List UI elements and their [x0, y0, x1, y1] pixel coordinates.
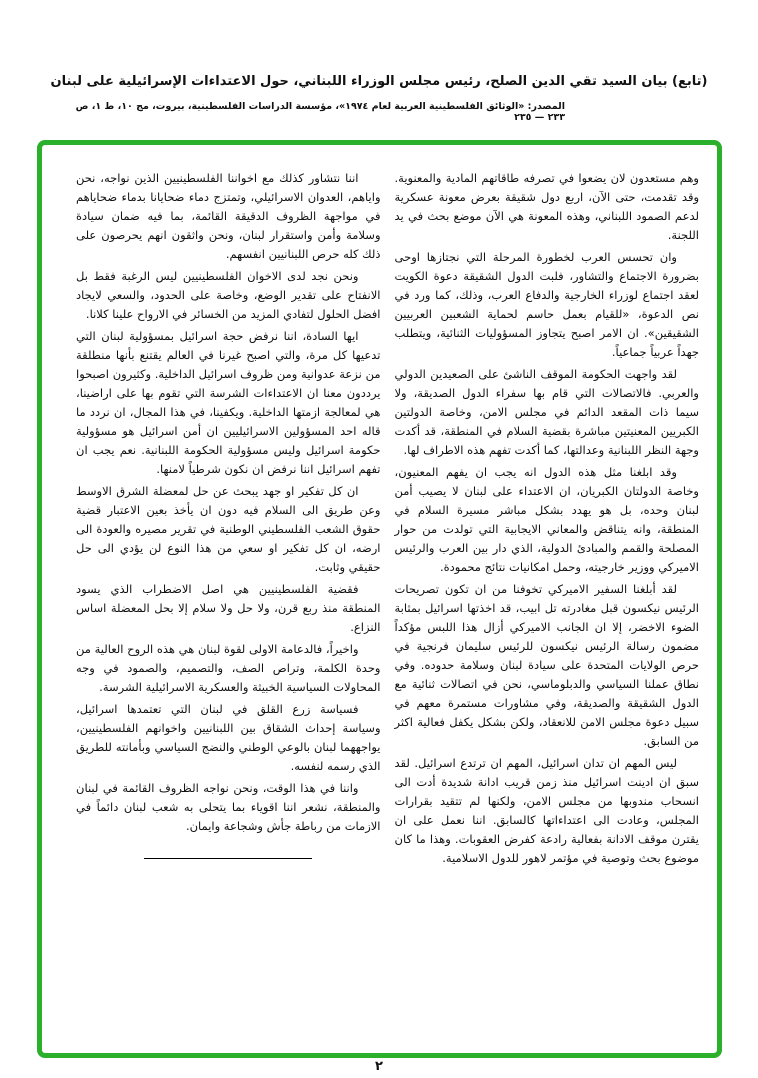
- paragraph: لقد أبلغنا السفير الاميركي تخوفنا من ان تكون تصريحات الرئيس نيكسون قبل مغادرته تل ابيب، قد اخذتها اسرائيل بمثابة الضوء الاخضر، إلا ان الجانب الاميركي أزال هذا اللبس مؤكداً مضمون رسالة الرئيس نيكسون للرئيس سليمان فرنجية في حرص الولايات المتحدة على سيادة لبنان وسلامة حدوده. وفي نطاق عملنا السياسي والدبلوماسي، نحن في اتصالات ثنائية مع الدول الشقيقة والصديقة، وفي مشاورات مستمرة معهم في سبيل دعوة مجلس الامن للانعقاد، ولكن بشكل يكفل فعالية اكثر من السابق.: [394, 582, 699, 748]
- paragraph: ونحن نجد لدى الاخوان الفلسطينيين ليس الرغبة فقط بل الانفتاح على تقدير الوضع، وخاصة على الحدود، والسعي لايجاد افضل الحلول لتفادي المزيد من الخسائر في الارواح علينا كلانا.: [76, 269, 381, 321]
- paragraph: وان تحسس العرب لخطورة المرحلة التي نجتازها اوحى بضرورة الاجتماع والتشاور، فلبت الدول الشقيقة دعوة الكويت لعقد اجتماع لوزراء الخارجية والدفاع العرب، وذلك، كما ورد في نص الدعوة، «للقيام بعمل حاسم لحماية الشعبين العربيين الشقيقين». ان الامر اصبح يتجاوز المسؤوليات الثنائية، ويتطلب جهداً عربياً جماعياً.: [394, 250, 699, 359]
- paragraph: لقد واجهت الحكومة الموقف الناشئ على الصعيدين الدولي والعربي. فالاتصالات التي قام بها سفراء الدول الصديقة، ولا سيما ذات المقعد الدائم في مجلس الامن، وخاصة الدولتين الكبريين المعنيتين مباشرة بقضية السلام في المنطقة، قد أكدت وجهة النظر اللبنانية وعدالتها، كما أكدت تفهم هذه الاطراف لها.: [394, 367, 699, 457]
- paragraph: ان كل تفكير او جهد يبحث عن حل لمعضلة الشرق الاوسط وعن طريق الى السلام فيه دون ان يأخذ بعين الاعتبار قضية حقوق الشعب الفلسطيني الوطنية في تقرير مصيره والعودة الى ارضه، ان كل تفكير او سعي من هذا النوع لن يؤدي الى حل حقيقي وثابت.: [76, 484, 381, 574]
- document-header: [0, 72, 758, 123]
- paragraph: ايها السادة، اننا نرفض حجة اسرائيل بمسؤولية لبنان التي تدعيها كل مرة، والتي اصبح غيرنا في العالم يقتنع بأنها منطلقة من نزعة عدوانية ومن ظروف اسرائيل الداخلية. وكثيرون اصبحوا يرددون معنا ان الاعتداءات الشرسة التي تقوم بها على اراضينا، هي لمعالجة ازمتها الداخلية. ويكفينا، في هذا المجال، ان نردد ما قاله احد المسؤولين الاسرائيليين ان أمن اسرائيل هو مسؤولية حكومة اسرائيل وليس مسؤولية الحكومة اللبنانية. نعم يجب ان تفهم اسرائيل اننا نرفض ان نكون شرطياً لامنها.: [76, 329, 381, 476]
- paragraph: ليس المهم ان تدان اسرائيل، المهم ان ترتدع اسرائيل. لقد سبق ان ادينت اسرائيل منذ زمن قريب ادانة شديدة أدت الى انسحاب مندوبها من مجلس الامن، ولكنها لم تتقيد بقرارات المجلس، وعادت الى اعتداءاتها كالسابق. اننا نعمل على ان يقترن موقف الادانة بفعالية رادعة كفرض العقوبات. وهذا ما كان موضوع بحث وتوصية في مؤتمر لاهور للدول الاسلامية.: [394, 756, 699, 865]
- column-left: [76, 169, 381, 871]
- content-frame: [37, 140, 722, 1058]
- text-columns: [42, 145, 717, 871]
- page-number: ٢: [375, 1059, 383, 1074]
- paragraph: وهم مستعدون لان يضعوا في تصرفه طاقاتهم المادية والمعنوية. وقد تقدمت، حتى الآن، اربع دول شقيقة بعرض معونة عسكرية لدعم الصمود اللبناني، وهذه المعونة هي الآن موضع بحث في يد اللجنة.: [394, 171, 699, 242]
- column-right: [395, 169, 700, 871]
- paragraph: واخيراً، فالدعامة الاولى لقوة لبنان هي هذه الروح العالية من وحدة الكلمة، وتراص الصف، والتصميم، والصمود في وجه المحاولات السياسية الخبيثة والعسكرية الاسرائيلية الشرسة.: [76, 642, 381, 694]
- page-title: (تابع) بيان السيد تقي الدين الصلح، رئيس مجلس الوزراء اللبناني، حول الاعتداءات الإسرائيلية على لبنان: [50, 74, 708, 89]
- footnote-rule: [144, 858, 312, 859]
- source-line: المصدر: «الوثائق الفلسطينية العربية لعام ١٩٧٤»، مؤسسة الدراسات الفلسطينية، بيروت، مج ١٠، ط ١، ص ٢٣٣ — ٢٣٥: [75, 100, 565, 123]
- paragraph: واننا في هذا الوقت، ونحن نواجه الظروف القائمة في لبنان والمنطقة، نشعر اننا اقوياء بما يتحلى به شعب لبنان دائماً في الازمات من رباطة جأش وشجاعة وايمان.: [76, 781, 381, 833]
- column-left-paragraphs: [76, 169, 381, 836]
- paragraph: فقضية الفلسطينيين هي اصل الاضطراب الذي يسود المنطقة منذ ربع قرن، ولا حل ولا سلام إلا بحل المعضلة اساس النزاع.: [76, 582, 381, 634]
- paragraph: فسياسة زرع القلق في لبنان التي تعتمدها اسرائيل، وسياسة إحداث الشقاق بين اللبنانيين واخوانهم الفلسطينيين، يواجههما لبنان بالوعي الوطني والنضج السياسي وبأمانته للطريق الذي رسمه لنفسه.: [76, 702, 381, 773]
- paragraph: اننا نتشاور كذلك مع اخواننا الفلسطينيين الذين نواجه، نحن واياهم، العدوان الاسرائيلي، وتمتزج دماء ضحايانا بدماء ضحاياهم في مواجهة الظروف الدقيقة القائمة، بما فيه ضمان سيادة وسلامة وأمن واستقرار لبنان، ونحن واثقون انهم يحرصون على ذلك كله حرص اللبنانيين انفسهم.: [76, 171, 381, 261]
- paragraph: وقد ابلغنا مثل هذه الدول انه يجب ان يفهم المعنيون، وخاصة الدولتان الكبريان، ان الاعتداء على لبنان لا يصيب أمن لبنان وحده، بل هو يهدد بشكل مباشر مسيرة السلام في المنطقة، وانه يتناقض والمعاني الايجابية التي تولدت من حوار المصلحة والقمم والمبادئ الدولية، الذي دار بين العرب والرئيس الاميركي ووزير خارجيته، وحمل امكانيات نتائج محمودة.: [394, 465, 699, 574]
